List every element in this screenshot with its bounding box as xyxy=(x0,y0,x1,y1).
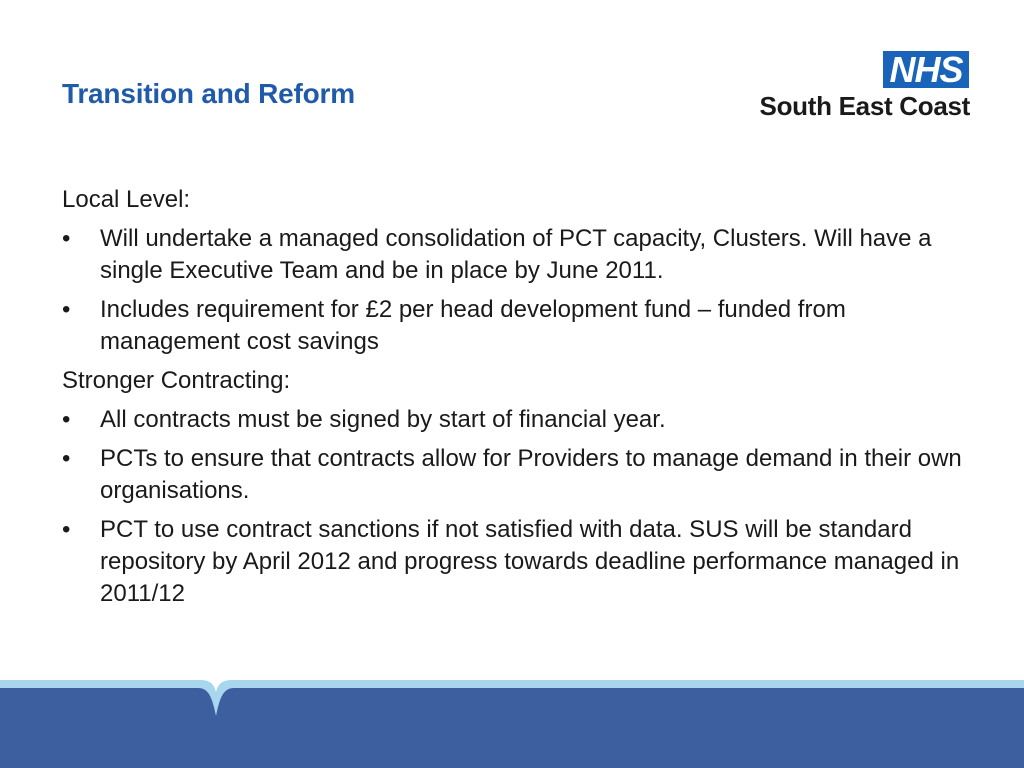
section-heading: Local Level: xyxy=(62,186,191,213)
bullet-marker: • xyxy=(62,296,71,323)
bullet-item xyxy=(62,404,972,436)
bullet-item xyxy=(62,294,972,358)
slide-title: Transition and Reform xyxy=(62,78,355,109)
bullet-text: Includes requirement for £2 per head development fund – funded from management cost savings xyxy=(100,296,846,355)
bullet-item xyxy=(62,514,972,610)
nhs-logo-box: NHS xyxy=(883,51,969,88)
bullet-marker: • xyxy=(62,516,71,543)
slide-body xyxy=(62,184,972,617)
nhs-logo xyxy=(742,51,972,123)
bullet-marker: • xyxy=(62,445,71,472)
bullet-text: PCTs to ensure that contracts allow for Providers to manage demand in their own organisations. xyxy=(100,445,962,504)
bullet-text: All contracts must be signed by start of financial year. xyxy=(100,406,666,433)
footer-wave xyxy=(0,676,1024,768)
section-heading: Stronger Contracting: xyxy=(62,367,291,394)
footer-wave-dark xyxy=(0,688,1024,768)
section-stronger-contracting xyxy=(62,365,972,610)
section-local-level xyxy=(62,184,972,358)
bullet-marker: • xyxy=(62,406,71,433)
bullet-marker: • xyxy=(62,225,71,252)
bullet-item xyxy=(62,223,972,287)
nhs-org-name: South East Coast xyxy=(759,91,970,121)
bullet-text: Will undertake a managed consolidation of PCT capacity, Clusters. Will have a single Executive Team and be in place by June 2011. xyxy=(100,225,932,284)
bullet-item xyxy=(62,443,972,507)
bullet-text: PCT to use contract sanctions if not satisfied with data. SUS will be standard repository by April 2012 and progress towards deadline performance managed in 2011/12 xyxy=(100,516,960,607)
